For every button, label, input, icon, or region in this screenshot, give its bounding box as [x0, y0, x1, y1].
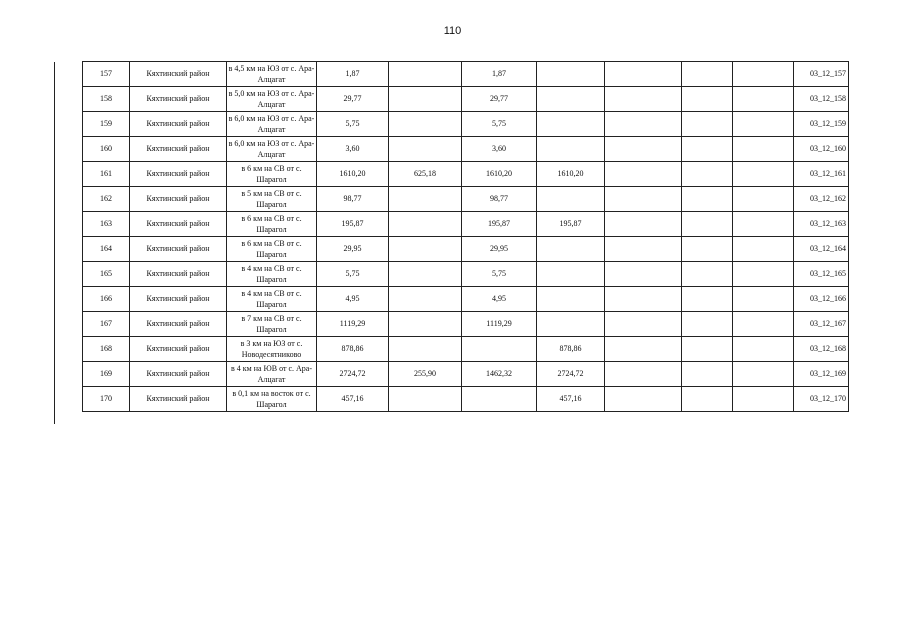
row-number: 165: [83, 262, 130, 287]
value-cell-1: 4,95: [317, 287, 389, 312]
table-row: [83, 362, 849, 387]
value-cell-4: [537, 262, 605, 287]
value-cell-7: [733, 337, 794, 362]
value-cell-4: [537, 137, 605, 162]
table-row: [83, 187, 849, 212]
location-cell: в 6 км на СВ от с. Шарагол: [227, 237, 317, 262]
district-cell: Кяхтинский район: [130, 162, 227, 187]
value-cell-3: 3,60: [462, 137, 537, 162]
value-cell-4: [537, 187, 605, 212]
value-cell-1: 195,87: [317, 212, 389, 237]
value-cell-5: [605, 62, 682, 87]
value-cell-4: 457,16: [537, 387, 605, 412]
row-number: 168: [83, 337, 130, 362]
row-number: 170: [83, 387, 130, 412]
district-cell: Кяхтинский район: [130, 237, 227, 262]
value-cell-2: 255,90: [389, 362, 462, 387]
object-code-cell: 03_12_159: [794, 112, 849, 137]
value-cell-2: [389, 62, 462, 87]
value-cell-1: 98,77: [317, 187, 389, 212]
value-cell-1: 457,16: [317, 387, 389, 412]
value-cell-2: [389, 187, 462, 212]
table-row: [83, 387, 849, 412]
margin-line: [54, 62, 55, 424]
location-cell: в 4,5 км на ЮЗ от с. Ара-Алцагат: [227, 62, 317, 87]
value-cell-3: 1,87: [462, 62, 537, 87]
district-cell: Кяхтинский район: [130, 137, 227, 162]
row-number: 160: [83, 137, 130, 162]
row-number: 159: [83, 112, 130, 137]
value-cell-6: [682, 137, 733, 162]
location-cell: в 0,1 км на восток от с. Шарагол: [227, 387, 317, 412]
value-cell-7: [733, 187, 794, 212]
value-cell-1: 5,75: [317, 112, 389, 137]
district-cell: Кяхтинский район: [130, 112, 227, 137]
table-row: [83, 62, 849, 87]
table-row: [83, 112, 849, 137]
location-cell: в 5 км на СВ от с. Шарагол: [227, 187, 317, 212]
table-row: [83, 87, 849, 112]
table-row: [83, 312, 849, 337]
value-cell-3: 195,87: [462, 212, 537, 237]
value-cell-2: [389, 262, 462, 287]
value-cell-4: 2724,72: [537, 362, 605, 387]
value-cell-4: [537, 87, 605, 112]
value-cell-7: [733, 362, 794, 387]
table-row: [83, 337, 849, 362]
value-cell-2: [389, 112, 462, 137]
value-cell-6: [682, 262, 733, 287]
row-number: 169: [83, 362, 130, 387]
location-cell: в 3 км на ЮЗ от с. Новодесятниково: [227, 337, 317, 362]
location-cell: в 6 км на СВ от с. Шарагол: [227, 162, 317, 187]
district-cell: Кяхтинский район: [130, 362, 227, 387]
value-cell-4: [537, 62, 605, 87]
value-cell-7: [733, 287, 794, 312]
value-cell-6: [682, 62, 733, 87]
value-cell-3: 29,95: [462, 237, 537, 262]
object-code-cell: 03_12_161: [794, 162, 849, 187]
district-cell: Кяхтинский район: [130, 87, 227, 112]
value-cell-7: [733, 212, 794, 237]
value-cell-6: [682, 237, 733, 262]
value-cell-2: [389, 287, 462, 312]
value-cell-2: [389, 387, 462, 412]
value-cell-1: 1119,29: [317, 312, 389, 337]
object-code-cell: 03_12_158: [794, 87, 849, 112]
value-cell-1: 2724,72: [317, 362, 389, 387]
value-cell-5: [605, 112, 682, 137]
value-cell-3: 1610,20: [462, 162, 537, 187]
row-number: 158: [83, 87, 130, 112]
value-cell-7: [733, 137, 794, 162]
object-code-cell: 03_12_166: [794, 287, 849, 312]
value-cell-4: [537, 112, 605, 137]
value-cell-5: [605, 337, 682, 362]
value-cell-1: 1,87: [317, 62, 389, 87]
district-cell: Кяхтинский район: [130, 187, 227, 212]
value-cell-6: [682, 212, 733, 237]
value-cell-6: [682, 112, 733, 137]
value-cell-5: [605, 312, 682, 337]
value-cell-5: [605, 137, 682, 162]
value-cell-5: [605, 212, 682, 237]
value-cell-1: 1610,20: [317, 162, 389, 187]
location-cell: в 4 км на СВ от с. Шарагол: [227, 262, 317, 287]
location-cell: в 5,0 км на ЮЗ от с. Ара-Алцагат: [227, 87, 317, 112]
value-cell-3: 29,77: [462, 87, 537, 112]
value-cell-6: [682, 162, 733, 187]
object-code-cell: 03_12_164: [794, 237, 849, 262]
row-number: 167: [83, 312, 130, 337]
value-cell-4: 1610,20: [537, 162, 605, 187]
object-code-cell: 03_12_170: [794, 387, 849, 412]
value-cell-5: [605, 387, 682, 412]
value-cell-4: [537, 287, 605, 312]
object-code-cell: 03_12_160: [794, 137, 849, 162]
page-number: 110: [443, 25, 462, 37]
value-cell-4: [537, 312, 605, 337]
value-cell-5: [605, 262, 682, 287]
object-code-cell: 03_12_167: [794, 312, 849, 337]
value-cell-3: 1462,32: [462, 362, 537, 387]
location-cell: в 7 км на СВ от с. Шарагол: [227, 312, 317, 337]
row-number: 157: [83, 62, 130, 87]
value-cell-7: [733, 87, 794, 112]
value-cell-3: 1119,29: [462, 312, 537, 337]
object-code-cell: 03_12_169: [794, 362, 849, 387]
district-cell: Кяхтинский район: [130, 287, 227, 312]
value-cell-7: [733, 312, 794, 337]
value-cell-4: [537, 237, 605, 262]
value-cell-1: 29,77: [317, 87, 389, 112]
value-cell-7: [733, 162, 794, 187]
location-cell: в 6,0 км на ЮЗ от с. Ара-Алцагат: [227, 137, 317, 162]
district-cell: Кяхтинский район: [130, 262, 227, 287]
value-cell-6: [682, 337, 733, 362]
district-cell: Кяхтинский район: [130, 337, 227, 362]
district-cell: Кяхтинский район: [130, 387, 227, 412]
value-cell-2: [389, 212, 462, 237]
value-cell-7: [733, 387, 794, 412]
value-cell-2: [389, 87, 462, 112]
row-number: 161: [83, 162, 130, 187]
value-cell-1: 5,75: [317, 262, 389, 287]
object-code-cell: 03_12_165: [794, 262, 849, 287]
value-cell-5: [605, 87, 682, 112]
value-cell-1: 29,95: [317, 237, 389, 262]
value-cell-5: [605, 187, 682, 212]
value-cell-7: [733, 262, 794, 287]
registry-table: [82, 61, 849, 412]
value-cell-5: [605, 237, 682, 262]
value-cell-5: [605, 162, 682, 187]
value-cell-5: [605, 287, 682, 312]
value-cell-4: 195,87: [537, 212, 605, 237]
location-cell: в 4 км на ЮВ от с. Ара-Алцагат: [227, 362, 317, 387]
value-cell-6: [682, 287, 733, 312]
row-number: 164: [83, 237, 130, 262]
value-cell-1: 878,86: [317, 337, 389, 362]
value-cell-6: [682, 187, 733, 212]
table-row: [83, 262, 849, 287]
object-code-cell: 03_12_162: [794, 187, 849, 212]
value-cell-7: [733, 112, 794, 137]
value-cell-7: [733, 62, 794, 87]
district-cell: Кяхтинский район: [130, 212, 227, 237]
value-cell-6: [682, 312, 733, 337]
row-number: 163: [83, 212, 130, 237]
value-cell-4: 878,86: [537, 337, 605, 362]
value-cell-6: [682, 387, 733, 412]
value-cell-2: 625,18: [389, 162, 462, 187]
value-cell-2: [389, 312, 462, 337]
value-cell-6: [682, 362, 733, 387]
location-cell: в 4 км на СВ от с. Шарагол: [227, 287, 317, 312]
row-number: 162: [83, 187, 130, 212]
value-cell-3: [462, 387, 537, 412]
value-cell-2: [389, 337, 462, 362]
table-row: [83, 287, 849, 312]
district-cell: Кяхтинский район: [130, 312, 227, 337]
object-code-cell: 03_12_168: [794, 337, 849, 362]
row-number: 166: [83, 287, 130, 312]
object-code-cell: 03_12_157: [794, 62, 849, 87]
value-cell-7: [733, 237, 794, 262]
value-cell-3: 5,75: [462, 262, 537, 287]
table-row: [83, 237, 849, 262]
value-cell-3: 98,77: [462, 187, 537, 212]
object-code-cell: 03_12_163: [794, 212, 849, 237]
table-row: [83, 137, 849, 162]
table-row: [83, 162, 849, 187]
value-cell-2: [389, 237, 462, 262]
value-cell-1: 3,60: [317, 137, 389, 162]
table-body: [83, 62, 849, 412]
value-cell-2: [389, 137, 462, 162]
value-cell-3: 5,75: [462, 112, 537, 137]
district-cell: Кяхтинский район: [130, 62, 227, 87]
value-cell-5: [605, 362, 682, 387]
location-cell: в 6,0 км на ЮЗ от с. Ара-Алцагат: [227, 112, 317, 137]
table-row: [83, 212, 849, 237]
value-cell-6: [682, 87, 733, 112]
location-cell: в 6 км на СВ от с. Шарагол: [227, 212, 317, 237]
value-cell-3: [462, 337, 537, 362]
value-cell-3: 4,95: [462, 287, 537, 312]
